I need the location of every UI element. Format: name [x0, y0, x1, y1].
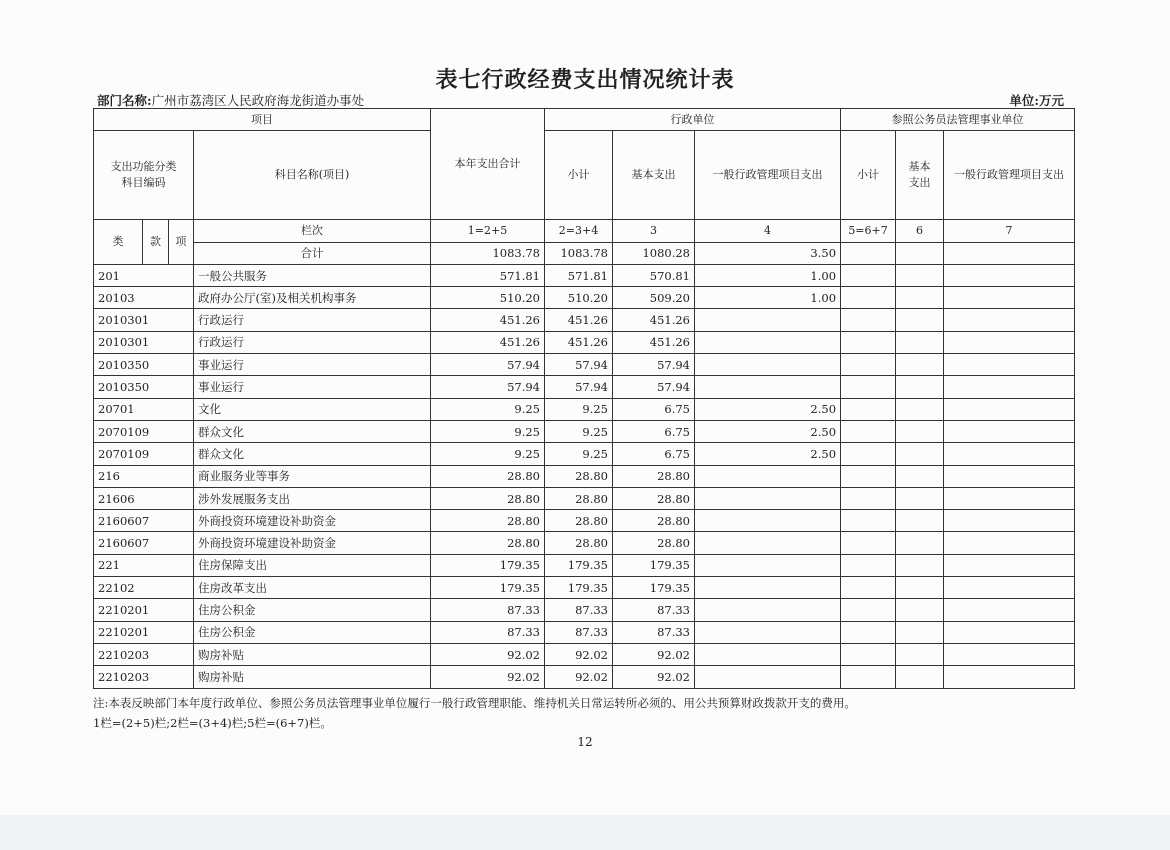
row-ref-basic [896, 621, 944, 643]
row-code: 21606 [94, 487, 194, 509]
row-code: 2010301 [94, 309, 194, 331]
row-ref-subtotal [841, 420, 896, 442]
header-name: 科目名称(项目) [194, 131, 431, 220]
table-note: 注:本表反映部门本年度行政单位、参照公务员法管理事业单位履行一般行政管理职能、维持机关日常运转所必须的、用公共预算财政拨款开支的费用。 [93, 696, 856, 710]
table-row [94, 331, 1075, 353]
row-subtotal: 92.02 [545, 643, 613, 665]
unit-label: 单位:万元 [1009, 93, 1064, 108]
row-general [695, 532, 841, 554]
row-ref-subtotal [841, 487, 896, 509]
row-name: 合计 [194, 242, 431, 264]
table-row [94, 309, 1075, 331]
row-name: 购房补贴 [194, 643, 431, 665]
col-index-7: 7 [944, 220, 1075, 242]
row-general [695, 376, 841, 398]
row-ref-general [944, 621, 1075, 643]
row-ref-basic [896, 532, 944, 554]
row-general: 3.50 [695, 242, 841, 264]
row-subtotal: 9.25 [545, 420, 613, 442]
row-ref-basic [896, 666, 944, 688]
row-name: 群众文化 [194, 420, 431, 442]
row-name: 一般公共服务 [194, 264, 431, 286]
row-subtotal: 92.02 [545, 666, 613, 688]
row-basic: 87.33 [613, 599, 695, 621]
row-name: 行政运行 [194, 309, 431, 331]
row-ref-subtotal [841, 621, 896, 643]
row-code: 20701 [94, 398, 194, 420]
row-total: 510.20 [431, 287, 545, 309]
row-total: 28.80 [431, 510, 545, 532]
row-general [695, 465, 841, 487]
row-ref-general [944, 264, 1075, 286]
row-subtotal: 451.26 [545, 331, 613, 353]
row-ref-general [944, 398, 1075, 420]
row-subtotal: 87.33 [545, 599, 613, 621]
row-code: 201 [94, 264, 194, 286]
row-ref-basic [896, 554, 944, 576]
row-ref-subtotal [841, 599, 896, 621]
row-name: 群众文化 [194, 443, 431, 465]
row-name: 文化 [194, 398, 431, 420]
row-ref-basic [896, 354, 944, 376]
table-row [94, 287, 1075, 309]
row-ref-basic [896, 264, 944, 286]
row-ref-subtotal [841, 577, 896, 599]
row-ref-general [944, 465, 1075, 487]
row-subtotal: 28.80 [545, 510, 613, 532]
row-ref-subtotal [841, 554, 896, 576]
row-name: 住房公积金 [194, 599, 431, 621]
department-line [97, 91, 364, 109]
row-name: 外商投资环境建设补助资金 [194, 532, 431, 554]
row-total: 179.35 [431, 554, 545, 576]
row-subtotal: 28.80 [545, 487, 613, 509]
row-subtotal: 451.26 [545, 309, 613, 331]
row-ref-subtotal [841, 532, 896, 554]
table-row [94, 242, 1075, 264]
row-subtotal: 571.81 [545, 264, 613, 286]
row-basic: 28.80 [613, 487, 695, 509]
row-code: 20103 [94, 287, 194, 309]
table-row [94, 398, 1075, 420]
row-ref-subtotal [841, 465, 896, 487]
row-total: 9.25 [431, 398, 545, 420]
row-ref-general [944, 643, 1075, 665]
row-ref-subtotal [841, 309, 896, 331]
row-total: 9.25 [431, 420, 545, 442]
row-general [695, 510, 841, 532]
row-basic: 57.94 [613, 376, 695, 398]
row-ref-basic [896, 643, 944, 665]
table-formula-note: 1栏=(2+5)栏;2栏=(3+4)栏;5栏=(6+7)栏。 [93, 716, 332, 730]
row-ref-general [944, 599, 1075, 621]
row-ref-basic [896, 465, 944, 487]
row-general [695, 331, 841, 353]
row-ref-general [944, 287, 1075, 309]
row-basic: 28.80 [613, 510, 695, 532]
row-subtotal: 57.94 [545, 354, 613, 376]
row-general: 1.00 [695, 264, 841, 286]
header-kuan: 款 [143, 220, 169, 265]
department-name: 广州市荔湾区人民政府海龙街道办事处 [151, 93, 365, 108]
row-subtotal: 28.80 [545, 532, 613, 554]
row-basic: 451.26 [613, 331, 695, 353]
row-ref-general [944, 443, 1075, 465]
row-ref-subtotal [841, 287, 896, 309]
row-total: 92.02 [431, 643, 545, 665]
table-row [94, 443, 1075, 465]
row-ref-subtotal [841, 643, 896, 665]
row-ref-basic [896, 510, 944, 532]
row-code: 2210201 [94, 599, 194, 621]
row-basic: 451.26 [613, 309, 695, 331]
row-ref-subtotal [841, 510, 896, 532]
row-ref-general [944, 242, 1075, 264]
row-total: 92.02 [431, 666, 545, 688]
row-ref-basic [896, 242, 944, 264]
row-ref-subtotal [841, 443, 896, 465]
row-ref-general [944, 487, 1075, 509]
header-ref-subtotal: 小计 [841, 131, 896, 220]
row-basic: 28.80 [613, 532, 695, 554]
table-row [94, 532, 1075, 554]
row-code: 2210203 [94, 643, 194, 665]
row-name: 涉外发展服务支出 [194, 487, 431, 509]
row-code: 2160607 [94, 532, 194, 554]
row-name: 住房改革支出 [194, 577, 431, 599]
row-code: 22102 [94, 577, 194, 599]
row-general: 2.50 [695, 420, 841, 442]
department-label: 部门名称: [97, 93, 152, 108]
row-ref-general [944, 354, 1075, 376]
table-row [94, 510, 1075, 532]
row-basic: 6.75 [613, 398, 695, 420]
col-index-4: 4 [695, 220, 841, 242]
row-ref-general [944, 420, 1075, 442]
row-total: 87.33 [431, 621, 545, 643]
row-total: 57.94 [431, 376, 545, 398]
col-index-3: 3 [613, 220, 695, 242]
row-ref-subtotal [841, 398, 896, 420]
col-index-2: 2=3+4 [545, 220, 613, 242]
row-basic: 1080.28 [613, 242, 695, 264]
row-subtotal: 1083.78 [545, 242, 613, 264]
row-general [695, 354, 841, 376]
row-subtotal: 28.80 [545, 465, 613, 487]
row-code: 2070109 [94, 420, 194, 442]
row-basic: 87.33 [613, 621, 695, 643]
row-ref-subtotal [841, 666, 896, 688]
row-code: 2070109 [94, 443, 194, 465]
table-row [94, 420, 1075, 442]
row-name: 政府办公厅(室)及相关机构事务 [194, 287, 431, 309]
row-total: 179.35 [431, 577, 545, 599]
table-row [94, 599, 1075, 621]
header-xiang: 项 [169, 220, 194, 265]
row-subtotal: 87.33 [545, 621, 613, 643]
row-subtotal: 9.25 [545, 443, 613, 465]
row-subtotal: 179.35 [545, 554, 613, 576]
row-ref-general [944, 666, 1075, 688]
header-basic: 基本支出 [613, 131, 695, 220]
row-ref-general [944, 532, 1075, 554]
header-code: 支出功能分类科目编码 [94, 131, 194, 220]
row-total: 451.26 [431, 331, 545, 353]
row-general [695, 309, 841, 331]
row-subtotal: 57.94 [545, 376, 613, 398]
row-basic: 179.35 [613, 554, 695, 576]
header-total: 本年支出合计 [431, 109, 545, 220]
row-basic: 509.20 [613, 287, 695, 309]
header-lei: 类 [94, 220, 143, 265]
row-name: 事业运行 [194, 354, 431, 376]
table-row [94, 554, 1075, 576]
row-code: 2010301 [94, 331, 194, 353]
row-basic: 28.80 [613, 465, 695, 487]
row-general [695, 599, 841, 621]
row-ref-general [944, 577, 1075, 599]
table-row [94, 264, 1075, 286]
row-code: 2210201 [94, 621, 194, 643]
row-general [695, 487, 841, 509]
row-ref-basic [896, 443, 944, 465]
row-basic: 570.81 [613, 264, 695, 286]
row-name: 购房补贴 [194, 666, 431, 688]
row-ref-basic [896, 287, 944, 309]
row-name: 行政运行 [194, 331, 431, 353]
row-ref-basic [896, 599, 944, 621]
row-ref-general [944, 510, 1075, 532]
table-row [94, 666, 1075, 688]
header-admin-group: 行政单位 [545, 109, 841, 131]
col-index-1: 1=2+5 [431, 220, 545, 242]
table-row [94, 465, 1075, 487]
row-subtotal: 9.25 [545, 398, 613, 420]
row-basic: 92.02 [613, 666, 695, 688]
header-subtotal: 小计 [545, 131, 613, 220]
header-ref-group: 参照公务员法管理事业单位 [841, 109, 1075, 131]
row-ref-basic [896, 420, 944, 442]
row-total: 87.33 [431, 599, 545, 621]
table-row [94, 621, 1075, 643]
table-row [94, 354, 1075, 376]
header-general: 一般行政管理项目支出 [695, 131, 841, 220]
row-basic: 57.94 [613, 354, 695, 376]
row-total: 28.80 [431, 487, 545, 509]
table-row [94, 487, 1075, 509]
row-total: 451.26 [431, 309, 545, 331]
col-index-5: 5=6+7 [841, 220, 896, 242]
row-general: 2.50 [695, 443, 841, 465]
row-code: 2160607 [94, 510, 194, 532]
header-lanci: 栏次 [194, 220, 431, 242]
row-general [695, 554, 841, 576]
row-ref-general [944, 331, 1075, 353]
row-total: 1083.78 [431, 242, 545, 264]
row-ref-subtotal [841, 242, 896, 264]
row-name: 住房公积金 [194, 621, 431, 643]
row-ref-basic [896, 309, 944, 331]
row-basic: 6.75 [613, 443, 695, 465]
row-name: 商业服务业等事务 [194, 465, 431, 487]
row-code: 2010350 [94, 354, 194, 376]
row-general [695, 643, 841, 665]
row-basic: 179.35 [613, 577, 695, 599]
row-ref-basic [896, 577, 944, 599]
col-index-6: 6 [896, 220, 944, 242]
row-general: 1.00 [695, 287, 841, 309]
row-subtotal: 179.35 [545, 577, 613, 599]
row-general [695, 577, 841, 599]
row-name: 外商投资环境建设补助资金 [194, 510, 431, 532]
page-number: 12 [577, 735, 593, 749]
row-total: 28.80 [431, 465, 545, 487]
row-total: 571.81 [431, 264, 545, 286]
row-ref-basic [896, 331, 944, 353]
header-ref-basic: 基本支出 [896, 131, 944, 220]
row-ref-basic [896, 376, 944, 398]
row-code: 2010350 [94, 376, 194, 398]
row-ref-general [944, 309, 1075, 331]
row-total: 57.94 [431, 354, 545, 376]
row-ref-general [944, 554, 1075, 576]
table-row [94, 577, 1075, 599]
row-ref-subtotal [841, 331, 896, 353]
row-total: 9.25 [431, 443, 545, 465]
header-project: 项目 [94, 109, 431, 131]
header-ref-general: 一般行政管理项目支出 [944, 131, 1075, 220]
row-code: 2210203 [94, 666, 194, 688]
row-basic: 92.02 [613, 643, 695, 665]
row-name: 住房保障支出 [194, 554, 431, 576]
row-ref-subtotal [841, 376, 896, 398]
table-row [94, 643, 1075, 665]
table-row [94, 376, 1075, 398]
row-total: 28.80 [431, 532, 545, 554]
row-general: 2.50 [695, 398, 841, 420]
row-code: 221 [94, 554, 194, 576]
row-ref-general [944, 376, 1075, 398]
row-ref-subtotal [841, 354, 896, 376]
row-basic: 6.75 [613, 420, 695, 442]
page-title: 表七行政经费支出情况统计表 [435, 68, 735, 93]
row-general [695, 666, 841, 688]
row-general [695, 621, 841, 643]
row-code: 216 [94, 465, 194, 487]
row-ref-basic [896, 398, 944, 420]
expense-table [93, 108, 1075, 689]
row-subtotal: 510.20 [545, 287, 613, 309]
row-ref-subtotal [841, 264, 896, 286]
row-name: 事业运行 [194, 376, 431, 398]
row-ref-basic [896, 487, 944, 509]
